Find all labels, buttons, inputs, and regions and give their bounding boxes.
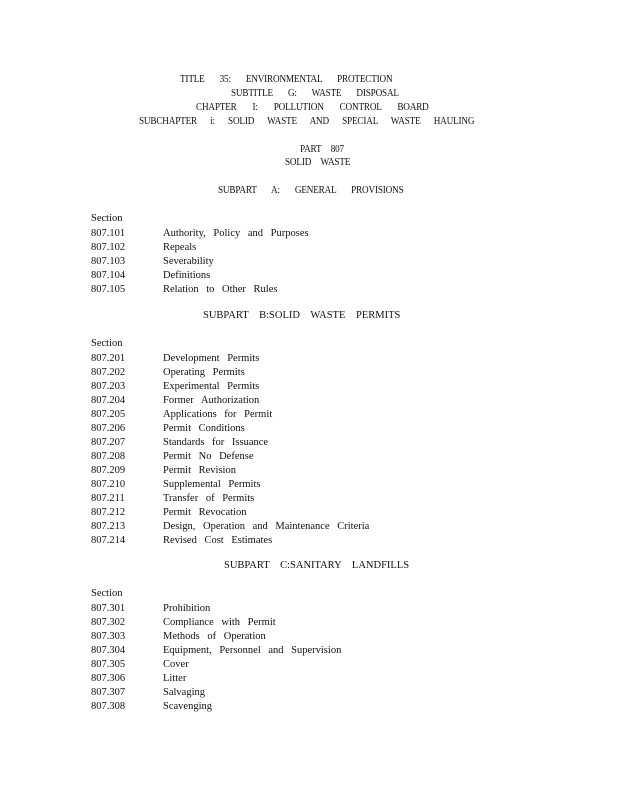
section-entry — [91, 422, 511, 436]
section-entry — [91, 450, 511, 464]
section-entry — [91, 366, 511, 380]
section-entry — [91, 380, 511, 394]
section-entry — [91, 478, 511, 492]
section-entry — [91, 255, 511, 269]
section-entry — [91, 241, 511, 255]
section-entry — [91, 630, 511, 644]
section-title: Scavenging — [163, 701, 212, 712]
section-entry — [91, 506, 511, 520]
section-title: Compliance with Permit — [163, 617, 276, 628]
subpart-c-section-list — [91, 602, 511, 714]
section-number: 807.213 — [91, 521, 126, 532]
section-number: 807.202 — [91, 367, 126, 378]
subpart-c-heading: SUBPART C:SANITARY LANDFILLS — [224, 560, 410, 571]
section-number: 807.203 — [91, 381, 126, 392]
section-number: 807.207 — [91, 437, 126, 448]
subpart-c-section-label: Section — [91, 588, 123, 599]
section-title: Operating Permits — [163, 367, 245, 378]
section-title: Repeals — [163, 242, 197, 253]
section-number: 807.206 — [91, 423, 126, 434]
section-number: 807.210 — [91, 479, 126, 490]
section-number: 807.301 — [91, 603, 126, 614]
section-number: 807.302 — [91, 617, 126, 628]
section-title: Development Permits — [163, 353, 260, 364]
section-title: Relation to Other Rules — [163, 284, 278, 295]
subpart-b-section-label: Section — [91, 338, 123, 349]
section-number: 807.101 — [91, 228, 126, 239]
section-number: 807.212 — [91, 507, 126, 518]
section-title: Permit Revision — [163, 465, 236, 476]
subpart-a-section-list — [91, 227, 511, 297]
section-entry — [91, 394, 511, 408]
section-title: Cover — [163, 659, 189, 670]
section-entry — [91, 686, 511, 700]
section-entry — [91, 492, 511, 506]
section-number: 807.105 — [91, 284, 126, 295]
section-number: 807.204 — [91, 395, 126, 406]
section-number: 807.304 — [91, 645, 126, 656]
subchapter-line: SUBCHAPTER i: SOLID WASTE AND SPECIAL WASTE HAULING — [139, 116, 475, 127]
section-entry — [91, 672, 511, 686]
section-number: 807.104 — [91, 270, 126, 281]
section-title: Experimental Permits — [163, 381, 260, 392]
section-number: 807.214 — [91, 535, 126, 546]
section-title: Litter — [163, 673, 187, 684]
section-number: 807.307 — [91, 687, 126, 698]
section-title: Standards for Issuance — [163, 437, 269, 448]
subpart-b-section-list — [91, 352, 511, 548]
section-entry — [91, 644, 511, 658]
section-title: Supplemental Permits — [163, 479, 261, 490]
section-title: Design, Operation and Maintenance Criteria — [163, 521, 370, 532]
section-entry — [91, 464, 511, 478]
section-entry — [91, 602, 511, 616]
section-entry — [91, 436, 511, 450]
section-number: 807.201 — [91, 353, 126, 364]
section-title: Revised Cost Estimates — [163, 535, 273, 546]
section-entry — [91, 352, 511, 366]
section-title: Severability — [163, 256, 214, 267]
subtitle-line: SUBTITLE G: WASTE DISPOSAL — [231, 88, 399, 99]
subpart-a-heading: SUBPART A: GENERAL PROVISIONS — [218, 185, 404, 196]
section-title: Permit Conditions — [163, 423, 245, 434]
section-number: 807.306 — [91, 673, 126, 684]
section-number: 807.103 — [91, 256, 126, 267]
section-number: 807.209 — [91, 465, 126, 476]
section-number: 807.308 — [91, 701, 126, 712]
section-entry — [91, 534, 511, 548]
section-entry — [91, 616, 511, 630]
section-number: 807.208 — [91, 451, 126, 462]
title-line: TITLE 35: ENVIRONMENTAL PROTECTION — [180, 74, 393, 85]
section-entry — [91, 700, 511, 714]
section-title: Definitions — [163, 270, 211, 281]
section-number: 807.305 — [91, 659, 126, 670]
subpart-a-section-label: Section — [91, 213, 123, 224]
part-name: SOLID WASTE — [285, 157, 351, 168]
section-title: Permit Revocation — [163, 507, 247, 518]
chapter-line: CHAPTER I: POLLUTION CONTROL BOARD — [196, 102, 429, 113]
part-label: PART 807 — [300, 144, 344, 155]
section-title: Permit No Defense — [163, 451, 254, 462]
section-title: Transfer of Permits — [163, 493, 255, 504]
section-number: 807.303 — [91, 631, 126, 642]
section-title: Authority, Policy and Purposes — [163, 228, 309, 239]
subpart-b-heading: SUBPART B:SOLID WASTE PERMITS — [203, 310, 401, 321]
section-title: Prohibition — [163, 603, 211, 614]
section-title: Salvaging — [163, 687, 205, 698]
section-entry — [91, 227, 511, 241]
section-entry — [91, 283, 511, 297]
section-number: 807.205 — [91, 409, 126, 420]
section-title: Applications for Permit — [163, 409, 273, 420]
section-title: Methods of Operation — [163, 631, 266, 642]
section-entry — [91, 269, 511, 283]
section-entry — [91, 408, 511, 422]
section-number: 807.102 — [91, 242, 126, 253]
section-number: 807.211 — [91, 493, 125, 504]
section-title: Former Authorization — [163, 395, 260, 406]
section-entry — [91, 520, 511, 534]
section-title: Equipment, Personnel and Supervision — [163, 645, 342, 656]
section-entry — [91, 658, 511, 672]
